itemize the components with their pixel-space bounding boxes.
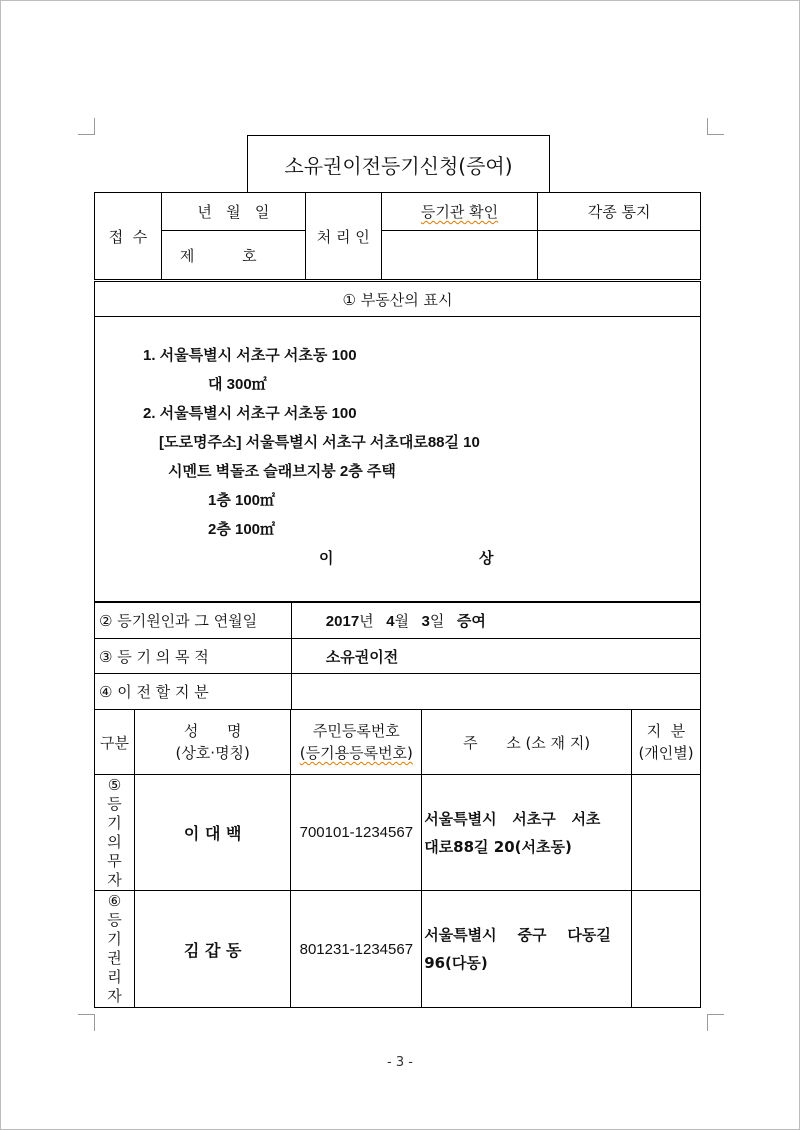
obligee-id: 801231-1234567 <box>299 940 414 958</box>
reception-date-label: 년 월 일 <box>197 203 270 221</box>
purpose-label-cell <box>95 639 292 674</box>
col-share <box>632 710 701 775</box>
share-label-cell <box>95 674 292 710</box>
obligor-name-cell <box>134 775 291 891</box>
obligor-label: ⑤ 등 기 의 무 자 <box>107 775 122 889</box>
purpose-value: 소유권이전 <box>325 647 399 666</box>
obligee-name: 김 갑 동 <box>183 940 242 960</box>
col-division-label: 구분 <box>99 733 129 752</box>
col-id <box>291 710 422 775</box>
page-number: - 3 - <box>387 1055 413 1070</box>
obligee-address-cell <box>422 891 632 1008</box>
obligor-address-cell <box>422 775 632 891</box>
crop-mark-bottom-right <box>707 1014 724 1031</box>
form-title-text: 소유권이전등기신청(증여) <box>284 154 513 178</box>
cause-type: 증여 <box>456 613 486 630</box>
cause-label: ② 등기원인과 그 연월일 <box>99 612 258 630</box>
cause-month: 4 <box>386 613 395 630</box>
col-name-sub: (상호·명칭) <box>175 744 250 762</box>
property-line-6: 1층 100㎡ <box>208 492 276 509</box>
registrar-check-label: 등기관 확인 <box>420 203 499 221</box>
form-title <box>247 135 550 193</box>
property-line-7: 2층 100㎡ <box>208 521 276 538</box>
cause-value-cell: 2017년 4월 3일 증여 <box>291 603 700 639</box>
col-id-label: 주민등록번호 <box>312 722 400 740</box>
reception-number-cell <box>161 231 305 280</box>
property-line-2: 대 300㎡ <box>208 376 267 393</box>
reception-table <box>94 192 701 280</box>
property-header <box>95 282 700 317</box>
crop-mark-bottom-left <box>78 1014 95 1031</box>
col-address-label: 주 소 (소 재 지) <box>463 733 591 752</box>
obligor-address-line2: 대로88길 20(서초동) <box>424 837 572 856</box>
obligor-share-cell <box>632 775 701 891</box>
obligee-label-cell <box>95 891 135 1008</box>
notices-cell <box>538 193 701 231</box>
cause-label-cell <box>95 603 292 639</box>
cause-year: 2017 <box>325 613 360 630</box>
property-end-left: 이 <box>319 550 334 567</box>
reception-number-label: 제 호 <box>179 246 257 265</box>
cause-day: 3 <box>421 613 430 630</box>
purpose-value-cell <box>291 639 700 674</box>
obligor-id-cell <box>291 775 422 891</box>
obligee-id-cell <box>291 891 422 1008</box>
notices-value <box>538 231 701 280</box>
notices-label: 각종 통지 <box>587 203 651 221</box>
col-id-sub: (등기용등록번호) <box>299 744 413 762</box>
property-line-3: 2. 서울특별시 서초구 서초동 100 <box>143 405 357 422</box>
processor-cell <box>305 193 381 280</box>
share-value-cell <box>291 674 700 710</box>
obligee-share-cell <box>632 891 701 1008</box>
property-line-4: [도로명주소] 서울특별시 서초구 서초대로88길 10 <box>159 434 480 451</box>
property-header-text: ① 부동산의 표시 <box>342 290 453 309</box>
col-share-sub: (개인별) <box>638 744 694 762</box>
registrar-check-cell <box>381 193 538 231</box>
col-division <box>95 710 135 775</box>
reception-label-cell <box>95 193 162 280</box>
col-share-label: 지 분 <box>646 722 686 740</box>
obligor-label-cell <box>95 775 135 891</box>
reception-label: 접 수 <box>108 227 148 246</box>
crop-mark-top-right <box>707 118 724 135</box>
col-name-label: 성 명 <box>183 722 242 740</box>
obligor-address-line1: 서울특별시 서초구 서초 <box>424 809 601 828</box>
obligee-address-line2: 96(다동) <box>424 954 488 972</box>
obligee-address-line1: 서울특별시 중구 다동길 <box>424 926 611 944</box>
obligor-id: 700101-1234567 <box>299 824 414 841</box>
processor-label: 처 리 인 <box>316 227 370 246</box>
col-name <box>134 710 291 775</box>
obligee-label: ⑥ 등 기 권 리 자 <box>107 892 122 1005</box>
share-label: ④ 이 전 할 지 분 <box>99 683 209 701</box>
crop-mark-top-left <box>78 118 95 135</box>
obligor-name: 이 대 백 <box>183 824 242 843</box>
registration-info-table <box>94 602 701 710</box>
purpose-label: ③ 등 기 의 목 적 <box>99 647 209 666</box>
obligee-name-cell <box>134 891 291 1008</box>
col-address <box>422 710 632 775</box>
property-end-right: 상 <box>479 550 494 567</box>
property-line-1: 1. 서울특별시 서초구 서초동 100 <box>143 347 357 364</box>
parties-table <box>94 709 701 1008</box>
property-section <box>94 281 701 602</box>
reception-date-cell <box>161 193 305 231</box>
registrar-check-value <box>381 231 538 280</box>
property-line-5: 시멘트 벽돌조 슬래브지붕 2층 주택 <box>168 463 396 480</box>
